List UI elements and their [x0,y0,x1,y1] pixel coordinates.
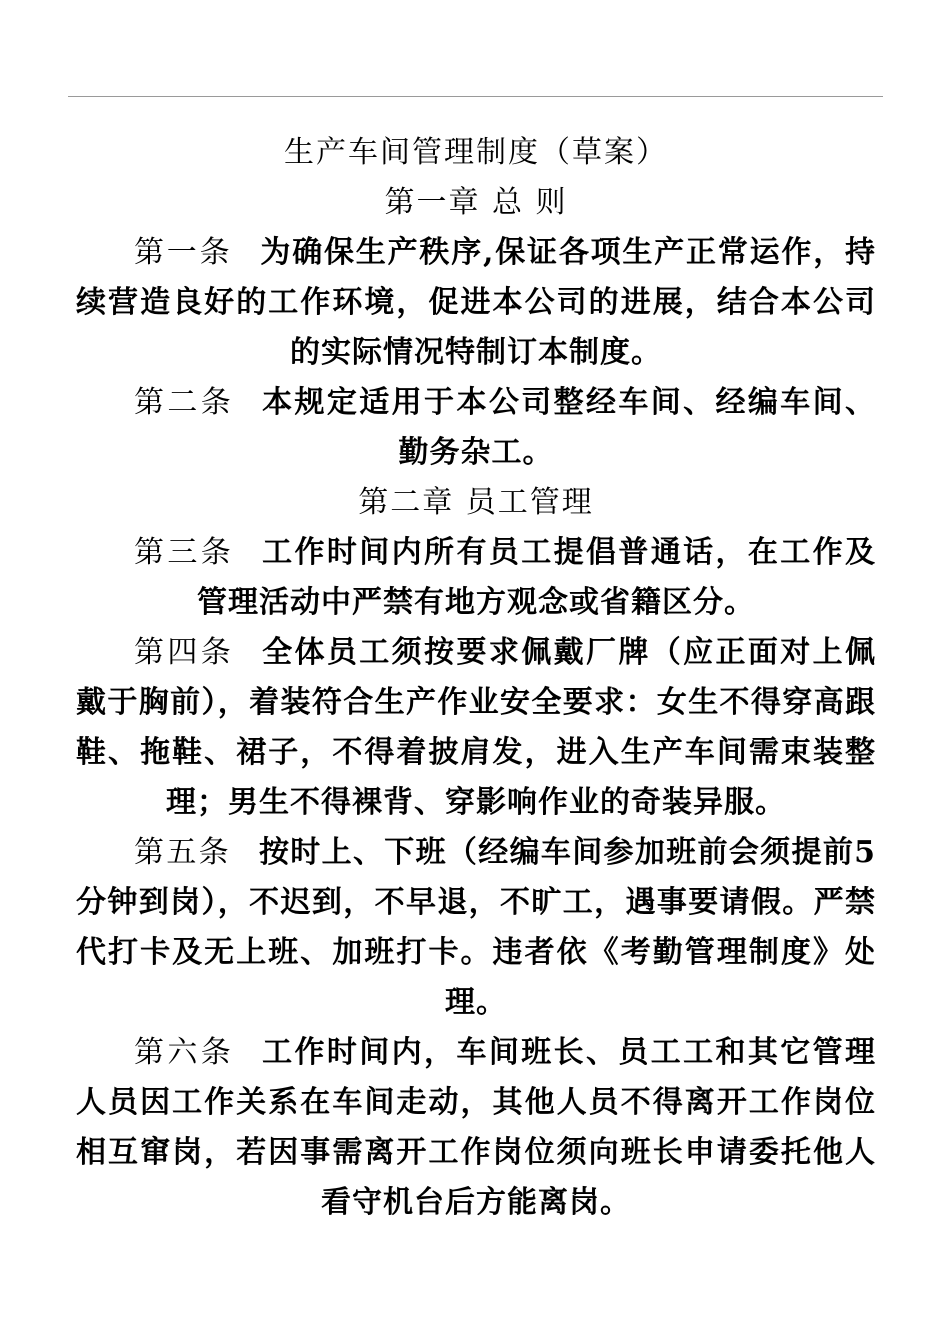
article-number: 第三条 [134,535,235,570]
article-number: 第一条 [134,235,233,270]
header-rule [68,96,883,97]
document-title: 生产车间管理制度（草案） [284,135,668,170]
article-5 [76,828,876,1028]
article-number: 第六条 [134,1035,235,1070]
article-text: 工作时间内，车间班长、员工工和其它管理人员因工作关系在车间走动，其他人员不得离开工作岗位相互窜岗，若因事需离开工作岗位须向班长申请委托他人看守机台后方能离岗。 [76,1035,877,1220]
article-text: 本规定适用于本公司整经车间、经编车间、勤务杂工。 [262,385,877,470]
article-text: 按时上、下班（经编车间参加班前会须提前5分钟到岗），不迟到，不早退，不旷工，遇事要请假。严禁代打卡及无上班、加班打卡。违者依《考勤管理制度》处理。 [76,835,877,1020]
document-body [76,128,876,1228]
article-number: 第四条 [134,635,235,670]
article-1 [76,228,876,378]
article-4 [76,628,876,828]
article-text: 为确保生产秩序,保证各项生产正常运作，持续营造良好的工作环境，促进本公司的进展，结合本公司的实际情况特制订本制度。 [76,235,877,370]
article-6 [76,1028,876,1228]
article-3 [76,528,876,628]
article-text: 工作时间内所有员工提倡普通话，在工作及管理活动中严禁有地方观念或省籍区分。 [197,535,877,620]
article-number: 第五条 [134,835,231,870]
chapter-heading: 第一章 总 则 [384,185,568,220]
article-2 [76,378,876,478]
article-number: 第二条 [134,385,235,420]
article-text: 全体员工须按要求佩戴厂牌（应正面对上佩戴于胸前），着装符合生产作业安全要求：女生不得穿高跟鞋、拖鞋、裙子，不得着披肩发，进入生产车间需束装整理；男生不得裸背、穿影响作业的奇装异服。 [76,635,877,820]
chapter-2 [76,478,876,1228]
chapter-heading: 第二章 员工管理 [358,485,594,520]
chapter-1 [76,178,876,478]
